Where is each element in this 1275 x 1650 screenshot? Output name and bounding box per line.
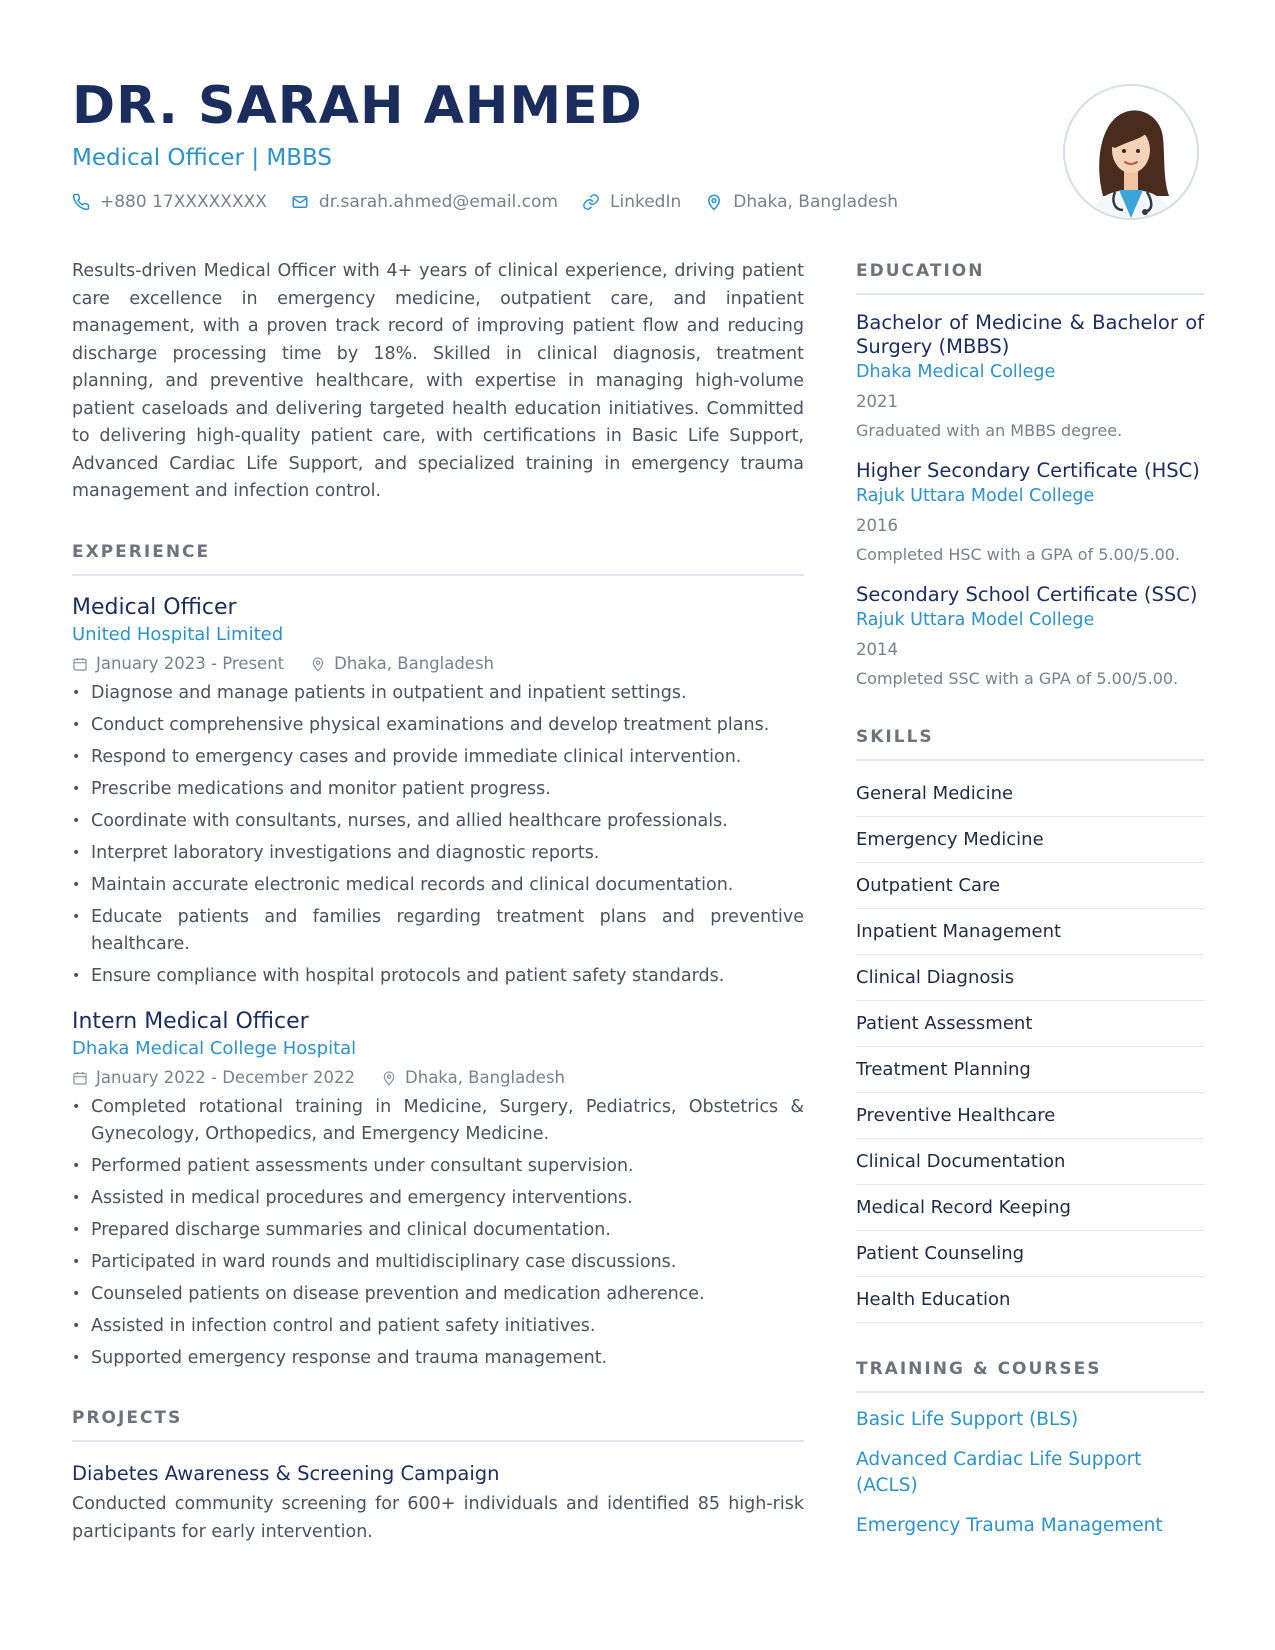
- course-item: Emergency Trauma Management: [856, 1515, 1163, 1536]
- skill-item: Patient Assessment: [856, 1001, 1204, 1047]
- list-item: • Counseled patients on disease prevention and medication adherence.: [72, 1281, 804, 1308]
- skills-heading: SKILLS: [856, 727, 1204, 761]
- skill-item: Clinical Documentation: [856, 1139, 1204, 1185]
- candidate-name: DR. SARAH AHMED: [72, 76, 643, 136]
- training-list: [856, 1407, 1204, 1539]
- location-icon: [705, 193, 723, 211]
- list-item: • Ensure compliance with hospital protocols and patient safety standards.: [72, 963, 804, 990]
- education-degree: Secondary School Certificate (SSC): [856, 583, 1198, 606]
- job-location-text: Dhaka, Bangladesh: [334, 653, 495, 673]
- education-year: 2014: [856, 640, 898, 659]
- list-item: • Respond to emergency cases and provide immediate clinical intervention.: [72, 744, 804, 771]
- skill-item: Clinical Diagnosis: [856, 955, 1204, 1001]
- job-location-text: Dhaka, Bangladesh: [405, 1067, 565, 1087]
- profile-photo: [1063, 84, 1199, 220]
- calendar-icon: [72, 1070, 88, 1086]
- list-item: • Assisted in medical procedures and emergency interventions.: [72, 1185, 804, 1212]
- education-note: Completed SSC with a GPA of 5.00/5.00.: [856, 669, 1179, 688]
- job-meta: [72, 652, 804, 676]
- list-item: • Participated in ward rounds and multidisciplinary case discussions.: [72, 1249, 804, 1276]
- education-degree: Bachelor of Medicine & Bachelor of Surgery (MBBS): [856, 311, 1204, 358]
- project-title: Diabetes Awareness & Screening Campaign: [72, 1461, 500, 1485]
- education-heading: EDUCATION: [856, 261, 1204, 295]
- job-dates-text: January 2022 - December 2022: [96, 1067, 356, 1087]
- contact-email[interactable]: [291, 192, 558, 212]
- projects-heading: PROJECTS: [72, 1408, 804, 1442]
- job-bullets: [72, 1094, 804, 1372]
- contact-phone[interactable]: [72, 192, 267, 212]
- location-icon: [310, 656, 326, 672]
- job-company: Dhaka Medical College Hospital: [72, 1037, 357, 1059]
- job-entry: [72, 594, 804, 990]
- list-item: • Prepared discharge summaries and clinical documentation.: [72, 1217, 804, 1244]
- location-icon: [381, 1070, 397, 1086]
- skills-list: [856, 771, 1204, 1323]
- education-school: Rajuk Uttara Model College: [856, 610, 1095, 630]
- list-item: • Assisted in infection control and patient safety initiatives.: [72, 1313, 804, 1340]
- email-icon: [291, 193, 309, 211]
- education-degree: Higher Secondary Certificate (HSC): [856, 459, 1200, 482]
- contact-bar: [72, 192, 898, 212]
- job-title: Intern Medical Officer: [72, 1008, 309, 1034]
- job-dates: [72, 1066, 355, 1090]
- skill-item: Inpatient Management: [856, 909, 1204, 955]
- main-column: [72, 258, 804, 1546]
- training-heading: TRAINING & COURSES: [856, 1359, 1204, 1393]
- course-item: Advanced Cardiac Life Support (ACLS): [856, 1449, 1142, 1496]
- contact-email-text: dr.sarah.ahmed@email.com: [318, 192, 558, 212]
- job-bullets: [72, 680, 804, 990]
- education-year: 2021: [856, 392, 898, 411]
- skill-item: Patient Counseling: [856, 1231, 1204, 1277]
- job-dates: [72, 652, 284, 676]
- link-icon: [582, 193, 600, 211]
- skill-item: General Medicine: [856, 771, 1204, 817]
- project-description: Conducted community screening for 600+ individuals and identified 85 high-risk participants for early intervention.: [72, 1493, 804, 1542]
- skill-item: Medical Record Keeping: [856, 1185, 1204, 1231]
- list-item: • Diagnose and manage patients in outpatient and inpatient settings.: [72, 680, 804, 707]
- skill-item: Health Education: [856, 1277, 1204, 1323]
- education-note: Completed HSC with a GPA of 5.00/5.00.: [856, 545, 1181, 564]
- skill-item: Treatment Planning: [856, 1047, 1204, 1093]
- job-title: Medical Officer: [72, 594, 237, 620]
- doctor-avatar-icon: [1065, 86, 1197, 218]
- list-item: • Prescribe medications and monitor patient progress.: [72, 776, 804, 803]
- list-item: • Completed rotational training in Medicine, Surgery, Pediatrics, Obstetrics & Gynecology, Orthopedics, and Emergency Medicine.: [72, 1094, 804, 1148]
- candidate-title: Medical Officer | MBBS: [72, 145, 332, 171]
- job-dates-text: January 2023 - Present: [96, 653, 285, 673]
- list-item: • Maintain accurate electronic medical records and clinical documentation.: [72, 872, 804, 899]
- course-item: Basic Life Support (BLS): [856, 1409, 1079, 1430]
- job-location: [381, 1066, 565, 1090]
- list-item: • Supported emergency response and trauma management.: [72, 1345, 804, 1372]
- job-meta: [72, 1066, 804, 1090]
- phone-icon: [72, 193, 90, 211]
- job-entry: [72, 1008, 804, 1372]
- professional-summary: Results-driven Medical Officer with 4+ years of clinical experience, driving patient care excellence in emergency medicine, outpatient care, and inpatient management, with a proven track record of improving patient flow and reducing discharge processing time by 18%. Skilled in clinical diagnosis, treatment planning, and preventive healthcare, with expertise in managing high-volume patient caseloads and delivering targeted health education initiatives. Committed to delivering high-quality patient care, with certifications in Basic Life Support, Advanced Cardiac Life Support, and specialized training in emergency trauma management and infection control.: [72, 261, 804, 501]
- skill-item: Preventive Healthcare: [856, 1093, 1204, 1139]
- list-item: • Performed patient assessments under consultant supervision.: [72, 1153, 804, 1180]
- side-column: [856, 258, 1204, 1553]
- list-item: • Interpret laboratory investigations and diagnostic reports.: [72, 840, 804, 867]
- education-entry: [856, 583, 1204, 691]
- contact-location: [705, 192, 898, 212]
- skill-item: Outpatient Care: [856, 863, 1204, 909]
- job-company: United Hospital Limited: [72, 623, 284, 645]
- contact-location-text: Dhaka, Bangladesh: [733, 192, 898, 212]
- list-item: • Educate patients and families regarding treatment plans and preventive healthcare.: [72, 904, 804, 958]
- list-item: • Conduct comprehensive physical examinations and develop treatment plans.: [72, 712, 804, 739]
- calendar-icon: [72, 656, 88, 672]
- contact-phone-text: +880 17XXXXXXXX: [100, 192, 267, 212]
- education-entry: [856, 311, 1204, 443]
- experience-heading: EXPERIENCE: [72, 542, 804, 576]
- education-note: Graduated with an MBBS degree.: [856, 421, 1123, 440]
- list-item: • Coordinate with consultants, nurses, and allied healthcare professionals.: [72, 808, 804, 835]
- education-school: Rajuk Uttara Model College: [856, 486, 1095, 506]
- education-entry: [856, 459, 1204, 567]
- contact-linkedin[interactable]: [582, 192, 681, 212]
- skill-item: Emergency Medicine: [856, 817, 1204, 863]
- job-location: [310, 652, 494, 676]
- education-school: Dhaka Medical College: [856, 362, 1056, 382]
- education-year: 2016: [856, 516, 898, 535]
- contact-linkedin-text: LinkedIn: [610, 192, 682, 212]
